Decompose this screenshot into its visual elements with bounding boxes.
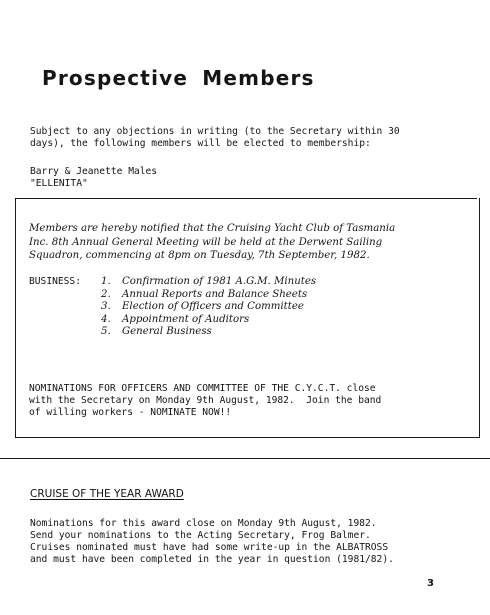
agenda-item xyxy=(101,289,316,302)
agenda-item xyxy=(101,301,316,314)
agenda-item xyxy=(101,314,316,327)
cruise-award-text xyxy=(30,518,394,566)
agenda-list xyxy=(101,276,316,339)
cruise-line: Cruises nominated must have had some write-up in the ALBATROSS xyxy=(30,542,389,553)
nomination-line: with the Secretary on Monday 9th August, 1982. Join the band xyxy=(29,395,382,406)
agenda-item-number: 5. xyxy=(101,326,111,338)
cruise-award-heading: CRUISE OF THE YEAR AWARD xyxy=(30,488,184,500)
membership-intro xyxy=(30,126,400,150)
yacht-name: "ELLENITA" xyxy=(30,178,88,189)
agenda-item-number: 4. xyxy=(101,313,111,325)
section-divider xyxy=(0,458,490,459)
agenda-item xyxy=(101,276,316,289)
agenda-item-text: Annual Reports and Balance Sheets xyxy=(122,288,308,300)
agenda-item xyxy=(101,326,316,339)
notice-line: Inc. 8th Annual General Meeting will be held at the Derwent Sailing xyxy=(29,236,383,248)
cruise-line: Send your nominations to the Acting Secretary, Frog Balmer. xyxy=(30,530,371,541)
nomination-line: NOMINATIONS FOR OFFICERS AND COMMITTEE OF THE C.Y.C.T. close xyxy=(29,383,376,394)
agenda-item-number: 2. xyxy=(101,288,111,300)
agenda-item-text: Election of Officers and Committee xyxy=(122,301,304,313)
nominations-notice xyxy=(29,383,381,419)
business-label: BUSINESS: xyxy=(29,276,81,287)
agenda-item-text: General Business xyxy=(122,326,212,338)
agenda-item-number: 3. xyxy=(101,301,111,313)
page-title: Prospective Members xyxy=(42,66,315,90)
notice-line: Squadron, commencing at 8pm on Tuesday, 7th September, 1982. xyxy=(29,250,370,261)
notice-line: Members are hereby notified that the Cruising Yacht Club of Tasmania xyxy=(29,223,396,234)
cruise-line: and must have been completed in the year in question (1981/82). xyxy=(30,554,394,565)
agenda-item-text: Appointment of Auditors xyxy=(122,313,250,325)
member-names: Barry & Jeanette Males xyxy=(30,166,158,177)
new-members-list xyxy=(30,166,157,190)
agenda-item-text: Confirmation of 1981 A.G.M. Minutes xyxy=(122,276,317,287)
page-number: 3 xyxy=(427,578,434,589)
intro-line: days), the following members will be elected to membership: xyxy=(30,138,371,149)
cruise-line: Nominations for this award close on Monday 9th August, 1982. xyxy=(30,518,377,529)
agm-notice-text xyxy=(29,222,395,263)
nomination-line: of willing workers - NOMINATE NOW!! xyxy=(29,407,232,418)
intro-line: Subject to any objections in writing (to the Secretary within 30 xyxy=(30,126,400,137)
agenda-item-number: 1. xyxy=(101,276,111,287)
